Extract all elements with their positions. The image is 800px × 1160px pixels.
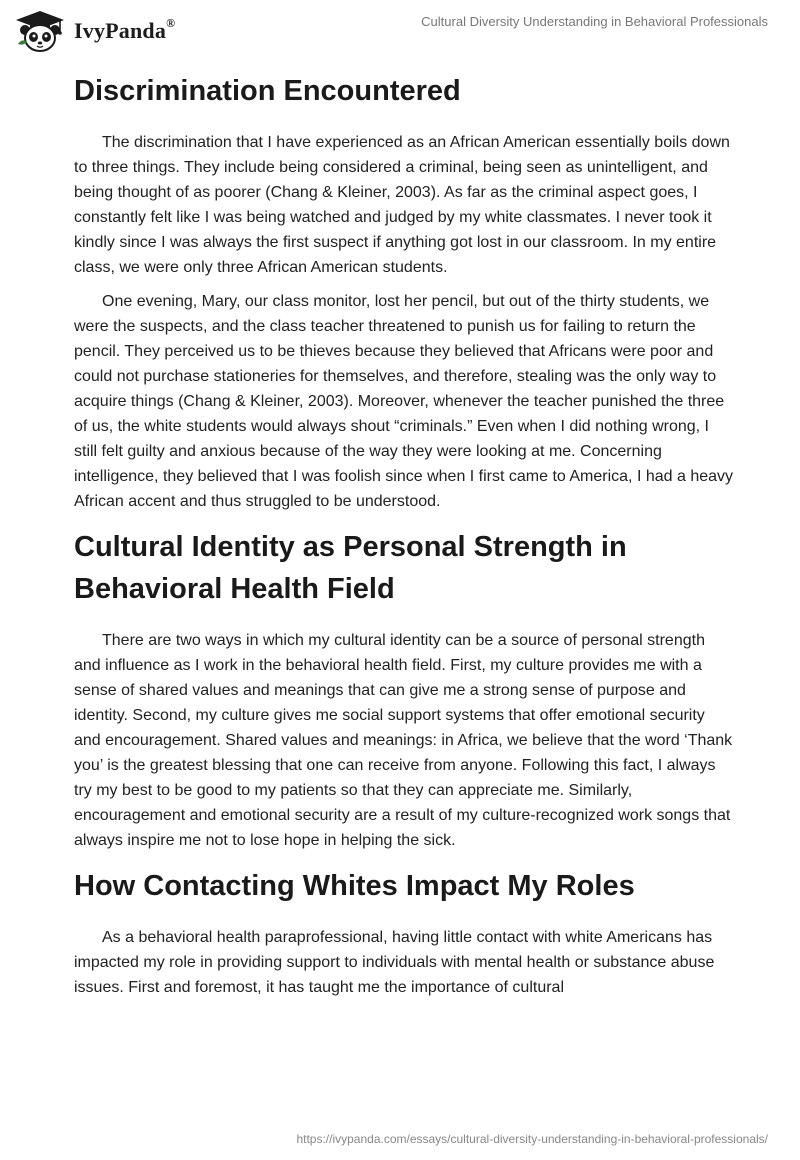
section-heading: Discrimination Encountered (74, 75, 461, 107)
registered-mark: ® (166, 16, 176, 30)
ivypanda-logo[interactable] (14, 10, 175, 52)
section-cultural-identity (74, 526, 734, 853)
section-discrimination (74, 70, 734, 514)
paragraph: One evening, Mary, our class monitor, lost her pencil, but out of the thirty students, we were the suspects, and the class teacher threatened to punish us for failing to return the pencil. They perceived us to be thieves because they believed that Africans were poor and could not purchase stationeries for themselves, and therefore, stealing was the only way to acquire things (Chang & Kleiner, 2003). Moreover, whenever the teacher punished the three of us, the white students would always shout “criminals.” Even when I did nothing wrong, I still felt guilty and anxious because of the way they were looking at me. Concerning intelligence, they believed that I was foolish since when I first came to America, I had a heavy African accent and thus struggled to be understood. (74, 293, 734, 510)
section-heading: Cultural Identity as Personal Strength in Behavioral Health Field (74, 531, 627, 605)
paragraph: As a behavioral health paraprofessional, having little contact with white Americans has impacted my role in providing support to individuals with mental health or substance abuse issues. First and foremost, it has taught me the importance of cultural (74, 929, 715, 996)
source-url-link[interactable]: https://ivypanda.com/essays/cultural-diversity-understanding-in-behavioral-professionals/ (296, 1132, 768, 1146)
page-header (0, 0, 800, 60)
section-contacting-whites (74, 865, 734, 1000)
section-heading: How Contacting Whites Impact My Roles (74, 870, 635, 902)
document-title: Cultural Diversity Understanding in Behavioral Professionals (421, 14, 768, 29)
panda-logo-icon (14, 10, 66, 52)
paragraph: The discrimination that I have experienced as an African American essentially boils down to three things. They include being considered a criminal, being seen as unintelligent, and being thought of as poorer (Chang & Kleiner, 2003). As far as the criminal aspect goes, I constantly felt like I was being watched and judged by my white classmates. I never took it kindly since I was always the first suspect if anything got lost in our classroom. In my entire class, we were only three African American students. (74, 134, 730, 276)
essay-content (74, 70, 734, 1009)
paragraph: There are two ways in which my cultural identity can be a source of personal strength and influence as I work in the behavioral health field. First, my culture provides me with a sense of shared values and meanings that can give me a strong sense of purpose and identity. Second, my culture gives me social support systems that offer emotional security and encouragement. Shared values and meanings: in Africa, we believe that the word ‘Thank you’ is the greatest blessing that one can receive from anyone. Following this fact, I always try my best to be good to my patients so that they can appreciate me. Similarly, encouragement and emotional security are a result of my culture-recognized work songs that always inspire me not to lose hope in helping the sick. (74, 632, 733, 849)
logo-text (74, 18, 175, 44)
logo-wordmark: IvyPanda (74, 18, 167, 43)
